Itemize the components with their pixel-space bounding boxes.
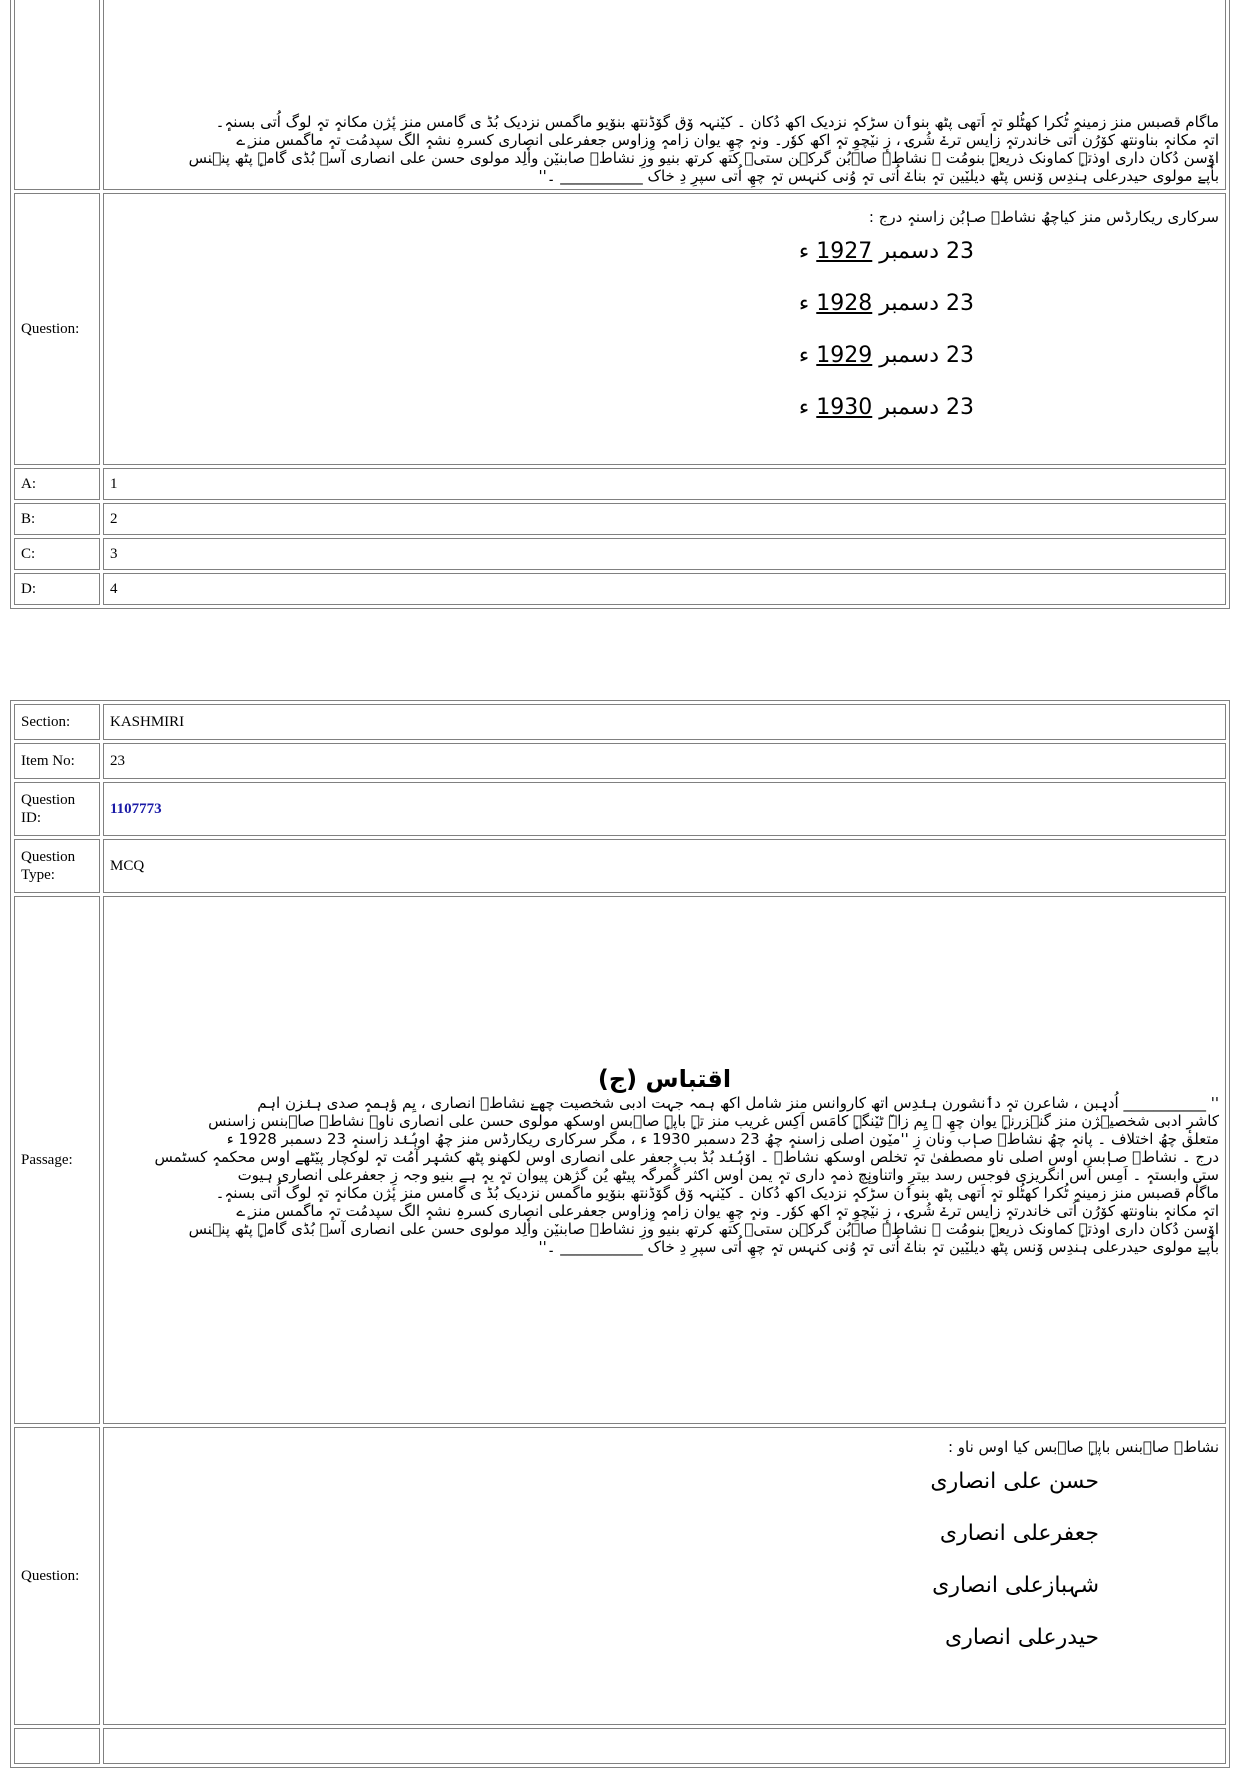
answer-value: 1: [103, 468, 1226, 500]
prev-passage-label-cell: [14, 0, 100, 190]
answer-label: B:: [14, 503, 100, 535]
prev-question-label: Question:: [14, 193, 100, 465]
option-day: 23: [946, 395, 974, 420]
cut-row: [14, 1728, 1226, 1764]
option-month: دسمبر: [879, 343, 939, 368]
prev-option-3: 23 دسمبر 1929 ء: [798, 343, 974, 368]
option-month: دسمبر: [879, 291, 939, 316]
item-no-label: Item No:: [14, 743, 100, 779]
question-row: [14, 1427, 1226, 1725]
prev-question-row: [14, 193, 1226, 465]
passage-label: Passage:: [14, 896, 100, 1424]
answer-row-c: [14, 538, 1226, 570]
question-text: نشاطؔ صاٖبنس باپہٕ صاٖبس کیا اوس ناو :: [947, 1438, 1219, 1456]
prev-passage-line: ماگام قصبس منز زمینہٕ ٹُکرا کھٹُلو تہٕ اَتھی پٹھ بنوٲن سڑکہٕ نزدیک اکھ دُکان ۔ کیٚنہہ وٚق گوٚڈنتھ بنوٚیو ماگمس نزدیک بُڈ ی گامس منز پٔژن مکانہٕ تہٕ لوگ اُتی بسنہٕ۔: [215, 113, 1219, 131]
section-value: KASHMIRI: [103, 704, 1226, 740]
question-type-row: [14, 839, 1226, 893]
question-id-value: 1107773: [103, 782, 1226, 836]
option-day: 23: [946, 343, 974, 368]
prev-question-text: سرکاری ریکارڈس منز کیاچھُ نشاطؔ صاٖبُن زاسنہٕ درج :: [868, 208, 1219, 226]
question-label: Question:: [14, 1427, 100, 1725]
passage-line: اتہٕ مکانہٕ بناونتھ کوٚرُن اُتی خاندرتہٕ زایس ترےٚ شُرۍ ، زٕ نیٚچوِ تہٕ اکھ کوٗر۔ ونہٕ چھِ یوان زامہٕ وِزاوس جعفرعلی انصاری کسرہِ نشہٕ الگ سپدمُت تہٕ ماگمس منز ٕے: [236, 1202, 1219, 1220]
option-day: 23: [946, 291, 974, 316]
prev-passage-line: اوٚسن دُکان داری اوذتہٕ کماونک ذریعہٕ بنومُت ۔ نشاطؔ صاٖبُن گرکہن ستیٖ کتھ کرتھ بنیو وزِ نشاطؔ صابنیٚن واٗلِد مولوی حسن علی انصاری آسے بُڈی گامہٕ پٹھ پنٖنس: [188, 149, 1219, 167]
section-row: [14, 704, 1226, 740]
answer-row-b: [14, 503, 1226, 535]
cut-value-cell: [103, 1728, 1226, 1764]
prev-passage-line: باٗپےٚ مولوی حیدرعلی ہندِس وٚنس پٹھ دیلیٚین تہٕ بناےٚ اُتی تہٕ وُنی کنہس تہٕ چھِ اُتی سپرِ دِ خاک ___________ ۔'': [538, 167, 1219, 185]
answer-value: 2: [103, 503, 1226, 535]
passage-row: [14, 896, 1226, 1424]
option-4: حیدرعلی انصاری: [944, 1625, 1099, 1650]
item-no-row: [14, 743, 1226, 779]
passage-line: '' ___________ اُدیٖبن ، شاعرن تہٕ دٲنشورن ہنٛدِس اتھ کاروانس منز شامل اکھ ہمہ جہت ادبی شخصیت چھےٚ نشاطؔ انصاری ، یِم ؤہمہٕ صدی ہنٛزن اہم: [257, 1094, 1219, 1112]
prev-option-1: 23 دسمبر 1927 ء: [798, 239, 974, 264]
passage-line: ماگام قصبس منز زمینہٕ ٹُکرا کھٹُلو تہٕ اَتھی پٹھ بنوٲن سڑکہٕ نزدیک اکھ دُکان ۔ کیٚنہہ وٚق گوٚڈنتھ بنوٚیو ماگمس نزدیک بُڈ ی گامس منز پٔژن مکانہٕ تہٕ لوگ اُتی بسنہٕ۔: [215, 1184, 1219, 1202]
prev-question-table: [10, 0, 1230, 609]
option-3: شہبازعلی انصاری: [932, 1573, 1099, 1598]
option-month: دسمبر: [879, 395, 939, 420]
prev-passage-text: [103, 0, 1226, 190]
option-year: 1928: [816, 291, 873, 316]
answer-value: 4: [103, 573, 1226, 605]
question-type-label: Question Type:: [14, 839, 100, 893]
prev-passage-line: اتہٕ مکانہٕ بناونتھ کوٚرُن اُتی خاندرتہٕ زایس ترےٚ شُرۍ ، زٕ نیٚچوِ تہٕ اکھ کوٗر۔ ونہٕ چھِ یوان زامہٕ وِزاوس جعفرعلی انصاری کسرہِ نشہٕ الگ سپدمُت تہٕ ماگمس منز ٕے: [236, 131, 1219, 149]
section-label: Section:: [14, 704, 100, 740]
question-type-value: MCQ: [103, 839, 1226, 893]
passage-line: باٗپےٚ مولوی حیدرعلی ہندِس وٚنس پٹھ دیلیٚین تہٕ بناےٚ اُتی تہٕ وُنی کنہس تہٕ چھِ اُتی سپرِ دِ خاک ___________ ۔'': [538, 1238, 1219, 1256]
item-no-value: 23: [103, 743, 1226, 779]
option-year: 1930: [816, 395, 873, 420]
passage-line: کاشرٕ ادبی شخصیٖژن منز گنٛزرنہٕ یوان چھِ ۔ یِم زاےٚ ٹیٚنگہٕ کامَس اَکِس غریب منز تہٕ باپہٕ صاٖبس اوسکھ مولوی حسن علی انصاری ناو۔ نشاطؔ صاٖبنس زاسنس: [208, 1112, 1219, 1130]
answer-row-a: [14, 468, 1226, 500]
prev-question-cell: [103, 193, 1226, 465]
option-year: 1927: [816, 239, 873, 264]
answer-label: D:: [14, 573, 100, 605]
prev-option-2: 23 دسمبر 1928 ء: [798, 291, 974, 316]
option-day: 23: [946, 239, 974, 264]
passage-title: اقتباس (ج): [597, 1065, 732, 1093]
question-table: [10, 700, 1230, 1768]
option-year: 1929: [816, 343, 873, 368]
prev-option-4: 23 دسمبر 1930 ء: [798, 395, 974, 420]
option-month: دسمبر: [879, 239, 939, 264]
question-id-label: Question ID:: [14, 782, 100, 836]
passage-line: ستیٖ وابستہٕ ۔ اَمِس اَس انگریزی فوجس رسد بیترِ واتناونٕچ ذمہٕ داری تہٕ یمن اوس اکثر گُمرگہ پیٹھ یُن گژھن پیوان تہٕ یہٕ ہے بنیو وجہ زِ جعفرعلی انصاری ہیوت: [237, 1166, 1219, 1184]
option-1: حسن علی انصاری: [930, 1469, 1099, 1494]
answer-row-d: [14, 573, 1226, 605]
passage-line: درج ۔ نشاطؔ صاٖبس اوس اصلی ناو مصطفیٰ تہٕ تخلص اوسکھ نشاطؔ ۔ اوٚہُنٛد بُڈ بب جعفر علی انصاری اوس لکھنو پٹھ کشیٖر آمُت تہٕ لوکچار پیٚٹھے اوس محکمہٕ کسٹمس: [154, 1148, 1219, 1166]
question-cell: [103, 1427, 1226, 1725]
answer-value: 3: [103, 538, 1226, 570]
passage-line: اوٚسن دُکان داری اوذتہٕ کماونک ذریعہٕ بنومُت ۔ نشاطؔ صاٖبُن گرکہن ستیٖ کتھ کرتھ بنیو وزِ نشاطؔ صابنیٚن واٗلِد مولوی حسن علی انصاری آسے بُڈی گامہٕ پٹھ پنٖنس: [188, 1220, 1219, 1238]
cut-label-cell: [14, 1728, 100, 1764]
answer-label: C:: [14, 538, 100, 570]
option-2: جعفرعلی انصاری: [939, 1521, 1099, 1546]
question-id-row: [14, 782, 1226, 836]
answer-label: A:: [14, 468, 100, 500]
passage-cell: [103, 896, 1226, 1424]
prev-passage-row: [14, 0, 1226, 190]
passage-line: متعلق چھُ اختلاف ۔ پانہٕ چھُ نشاطؔ صاٖب ونان زِ ''میٚون اصلی زاسنہٕ چھُ 23 دسمبر 1930 ء ، مگر سرکاری ریکارڈس منز چھُ اوہُنٛد زاسنہٕ 23 دسمبر 1928 ء: [226, 1130, 1219, 1148]
